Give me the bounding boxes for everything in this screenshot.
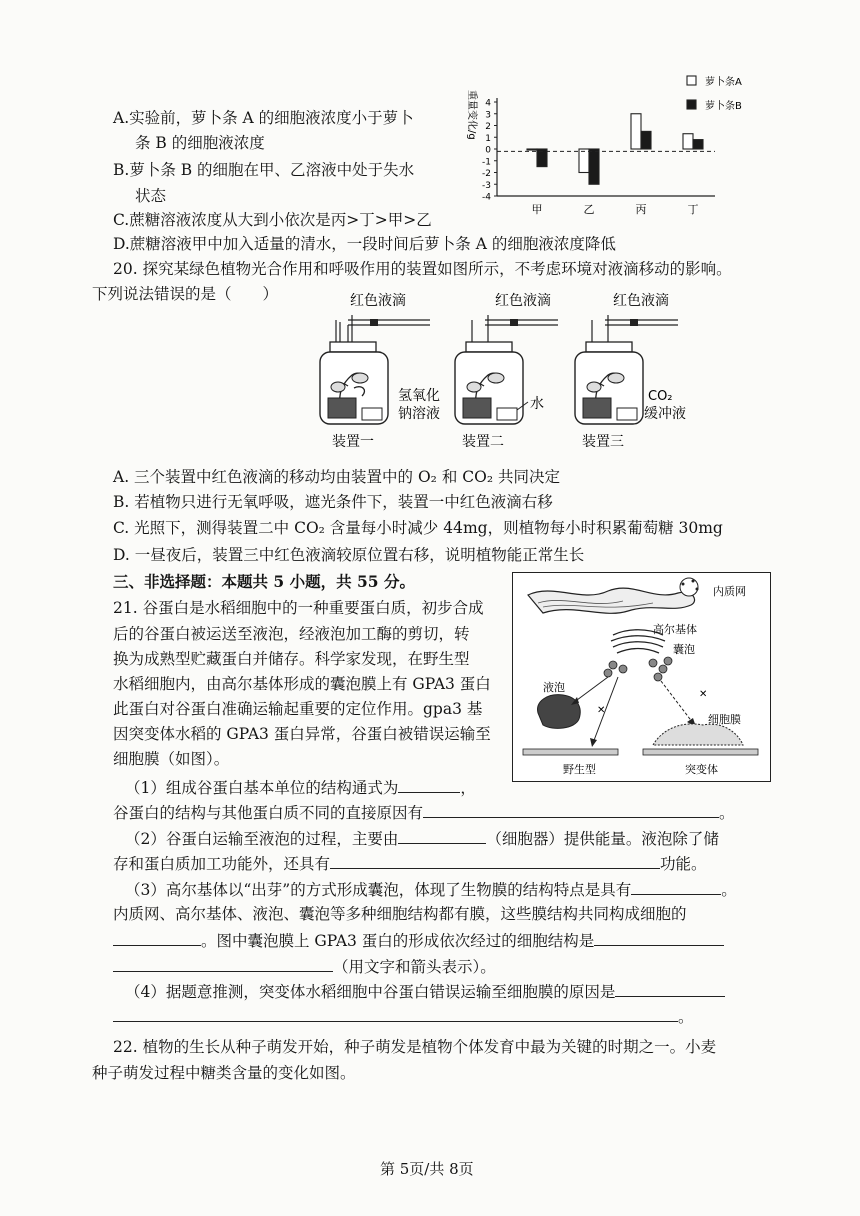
q20-stem-line1: 20. 探究某绿色植物光合作用和呼吸作用的装置如图所示，不考虑环境对液滴移动的影响。 bbox=[113, 260, 732, 278]
device-2 bbox=[455, 292, 558, 450]
legend-swatch bbox=[687, 100, 696, 109]
q21-line: 换为成熟型贮藏蛋白并储存。科学家发现，在野生型 bbox=[113, 650, 470, 668]
q20-option-a: A. 三个装置中红色液滴的移动均由装置中的 O₂ 和 CO₂ 共同决定 bbox=[113, 468, 560, 486]
q21-p3-line2: 内质网、高尔基体、液泡、囊泡等多种细胞结构都有膜，这些膜结构共同构成细胞的 bbox=[113, 905, 687, 923]
chart-ylabel: 重量变化/g bbox=[466, 90, 477, 140]
device-3 bbox=[575, 292, 686, 450]
answer-blank-1-1[interactable] bbox=[398, 777, 460, 793]
answer-blank-2-1[interactable] bbox=[398, 828, 486, 844]
y-tick-label: -1 bbox=[482, 157, 491, 168]
answer-blank-1-2[interactable] bbox=[423, 802, 719, 818]
device-2-solution-line1: 水 bbox=[530, 396, 544, 412]
bar-a bbox=[683, 134, 693, 149]
bar-b bbox=[589, 149, 599, 184]
mutant-membrane bbox=[643, 749, 758, 755]
y-tick-label: 0 bbox=[485, 145, 491, 156]
svg-text:✕: ✕ bbox=[597, 705, 606, 716]
y-tick-label: -4 bbox=[482, 192, 491, 203]
chart-svg bbox=[455, 70, 765, 225]
device-3-solution-line1: CO₂ bbox=[648, 389, 673, 404]
answer-blank-3-4[interactable] bbox=[113, 956, 333, 972]
q19-option-d: D.蔗糖溶液甲中加入适量的清水，一段时间后萝卜条 A 的细胞液浓度降低 bbox=[113, 235, 616, 253]
q20-option-c: C. 光照下，测得装置二中 CO₂ 含量每小时减少 44mg，则植物每小时积累葡萄糖 30mg bbox=[113, 519, 723, 537]
y-tick-label: -2 bbox=[482, 169, 491, 179]
weight-change-chart bbox=[455, 70, 765, 225]
q21-p3-line3: 。图中囊泡膜上 GPA3 蛋白的形成依次经过的细胞结构是 bbox=[113, 930, 724, 951]
device-2-drop-label: 红色液滴 bbox=[495, 293, 551, 309]
q19-option-a-line1: A.实验前，萝卜条 A 的细胞液浓度小于萝卜 bbox=[113, 109, 414, 127]
x-category-label: 丙 bbox=[635, 203, 647, 216]
q21-line: 此蛋白对谷蛋白准确运输起重要的定位作用。gpa3 基 bbox=[113, 700, 483, 718]
label-golgi: 高尔基体 bbox=[653, 623, 697, 636]
legend-label: 萝卜条A bbox=[705, 77, 742, 88]
secreted-protein-mass bbox=[653, 724, 743, 745]
q22-line1: 22. 植物的生长从种子萌发开始，种子萌发是植物个体发育中最为关键的时期之一。小麦 bbox=[113, 1038, 717, 1056]
bar-a bbox=[579, 149, 589, 173]
label-vacuole: 液泡 bbox=[543, 681, 565, 694]
device-3-drop-label: 红色液滴 bbox=[613, 293, 669, 309]
bar-a bbox=[631, 114, 641, 149]
label-er: 内质网 bbox=[713, 585, 746, 598]
bar-b bbox=[693, 140, 703, 149]
q21-p3-line: （3）高尔基体以“出芽”的方式形成囊泡，体现了生物膜的结构特点是具有 。 bbox=[125, 881, 737, 899]
q21-p4-line: （4）据题意推测，突变体水稻细胞中谷蛋白错误运输至细胞膜的原因是 bbox=[125, 981, 725, 1002]
apparatus-figure bbox=[300, 290, 690, 455]
bar-a bbox=[527, 149, 537, 150]
q21-p4-line2: 。 bbox=[113, 1006, 694, 1027]
q19-option-b-line2: 状态 bbox=[135, 187, 167, 205]
device-1-solution-line2: 钠溶液 bbox=[398, 406, 440, 422]
y-tick-label: 3 bbox=[485, 110, 491, 121]
q21-p2-line2: 存和蛋白质加工功能外，还具有 功能。 bbox=[113, 855, 707, 873]
section-3-heading: 三、非选择题：本题共 5 小题，共 55 分。 bbox=[113, 572, 415, 591]
protein-transport-figure bbox=[512, 572, 771, 782]
answer-blank-3-2[interactable] bbox=[113, 930, 201, 946]
y-tick-label: 1 bbox=[485, 133, 491, 144]
label-mutant: 突变体 bbox=[685, 763, 718, 776]
answer-blank-4-2[interactable] bbox=[113, 1006, 678, 1022]
q21-line: 因突变体水稻的 GPA3 蛋白异常，谷蛋白被错误运输至 bbox=[113, 725, 491, 743]
label-membrane: 细胞膜 bbox=[708, 713, 741, 726]
label-wild: 野生型 bbox=[563, 763, 596, 776]
page-footer: 第 5页/共 8页 bbox=[380, 1160, 474, 1178]
device-1 bbox=[320, 292, 440, 450]
svg-text:✕: ✕ bbox=[699, 689, 708, 700]
answer-blank-3-3[interactable] bbox=[594, 930, 724, 946]
device-1-solution-line1: 氢氧化 bbox=[398, 388, 440, 404]
device-3-solution-line2: 缓冲液 bbox=[644, 406, 686, 422]
device-2-name: 装置二 bbox=[462, 434, 504, 450]
wild-membrane bbox=[523, 749, 618, 755]
q21-p1-line: （1）组成谷蛋白基本单位的结构通式为 ， bbox=[125, 779, 476, 797]
x-category-label: 乙 bbox=[583, 203, 595, 216]
answer-blank-4-1[interactable] bbox=[615, 981, 725, 997]
q21-p3-line4: （用文字和箭头表示）。 bbox=[113, 956, 496, 977]
q21-line: 后的谷蛋白被运送至液泡，经液泡加工酶的剪切，转 bbox=[113, 625, 470, 643]
q19-option-b-line1: B.萝卜条 B 的细胞在甲、乙溶液中处于失水 bbox=[113, 161, 415, 179]
y-tick-label: 2 bbox=[485, 122, 491, 132]
q20-option-b: B. 若植物只进行无氧呼吸，遮光条件下，装置一中红色液滴右移 bbox=[113, 493, 553, 511]
legend-swatch bbox=[687, 76, 696, 85]
q20-stem-line2: 下列说法错误的是（ ） bbox=[92, 285, 279, 303]
device-1-drop-label: 红色液滴 bbox=[350, 293, 406, 309]
bar-b bbox=[641, 131, 651, 149]
q22-line2: 种子萌发过程中糖类含量的变化如图。 bbox=[92, 1064, 356, 1082]
q21-p2-line: （2）谷蛋白运输至液泡的过程，主要由 （细胞器）提供能量。液泡除了储 bbox=[125, 830, 719, 848]
q21-line: 细胞膜（如图）。 bbox=[113, 750, 230, 768]
q21-line: 水稻细胞内，由高尔基体形成的囊泡膜上有 GPA3 蛋白 bbox=[113, 675, 491, 693]
label-vesicle: 囊泡 bbox=[673, 643, 695, 656]
q19-option-c: C.蔗糖溶液浓度从大到小依次是丙>丁>甲>乙 bbox=[113, 211, 432, 229]
x-category-label: 丁 bbox=[687, 203, 699, 216]
legend-label: 萝卜条B bbox=[705, 101, 742, 112]
q19-option-a-line2: 条 B 的细胞液浓度 bbox=[135, 134, 265, 152]
red-drop-marker bbox=[370, 319, 378, 326]
device-1-name: 装置一 bbox=[332, 434, 374, 450]
vacuole-shape bbox=[538, 695, 581, 729]
q21-p1-line2: 谷蛋白的结构与其他蛋白质不同的直接原因有 。 bbox=[113, 804, 735, 822]
device-3-name: 装置三 bbox=[582, 434, 624, 450]
answer-blank-2-2[interactable] bbox=[330, 853, 660, 869]
x-category-label: 甲 bbox=[531, 203, 543, 216]
vesicles bbox=[604, 657, 672, 681]
q21-line: 21. 谷蛋白是水稻细胞中的一种重要蛋白质，初步合成 bbox=[113, 599, 484, 617]
y-tick-label: -3 bbox=[482, 180, 491, 191]
answer-blank-3-1[interactable] bbox=[631, 879, 721, 895]
q20-option-d: D. 一昼夜后，装置三中红色液滴较原位置右移，说明植物能正常生长 bbox=[113, 546, 585, 564]
y-tick-label: 4 bbox=[485, 98, 491, 109]
